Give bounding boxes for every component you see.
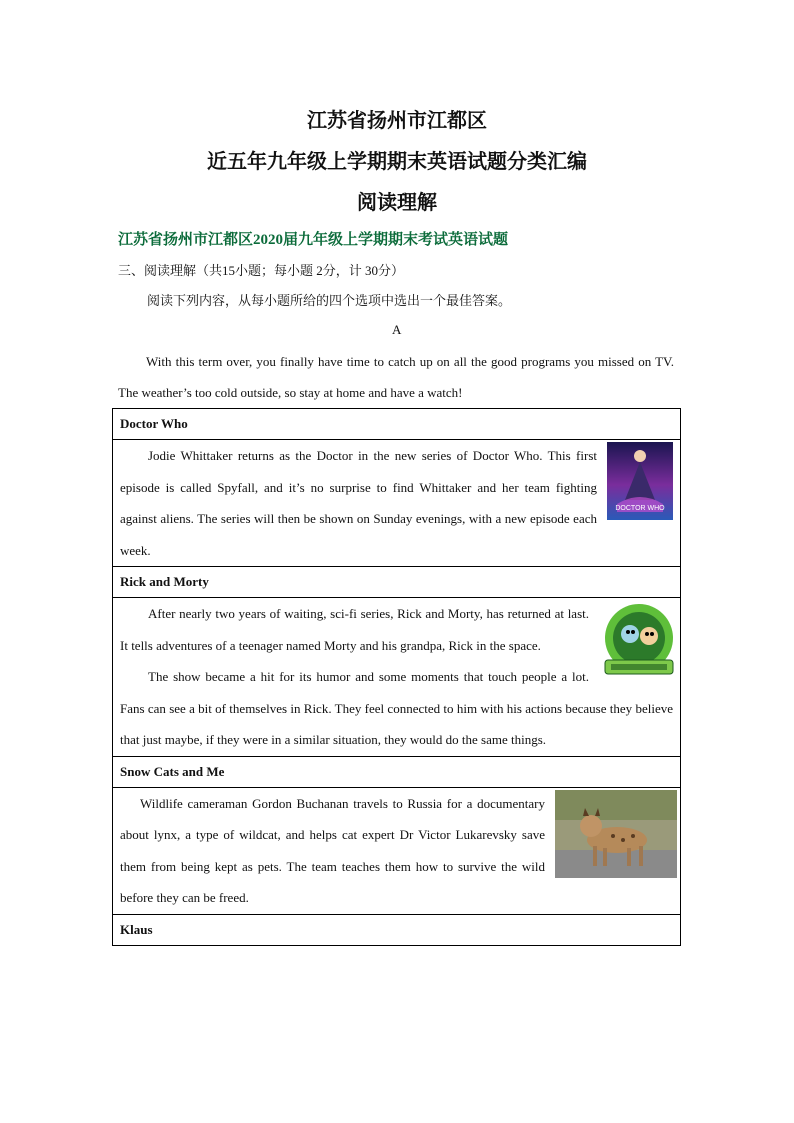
passage-label: A — [392, 322, 402, 337]
doc-title-line3: 阅读理解 — [357, 192, 437, 214]
doctor-who-logo-text: DOCTOR WHO — [615, 505, 665, 512]
doctor-who-paragraph: Jodie Whittaker returns as the Doctor in the new series of Doctor Who. This first episode is called Spyfall, and it’s no surprise to find Whittaker and her team fighting against aliens. The series will then be shown on Sunday evenings, with a new episode each week. — [120, 448, 597, 558]
show-title-rick-and-morty: Rick and Morty — [113, 567, 681, 598]
show-body-doctor-who — [113, 440, 681, 567]
exam-title: 江苏省扬州市江都区2020届九年级上学期期末考试英语试题 — [118, 232, 509, 248]
show-body-snow-cats — [113, 787, 681, 914]
tv-program-table — [112, 408, 681, 946]
lynx-photo-image — [555, 790, 677, 878]
show-title-doctor-who: Doctor Who — [113, 409, 681, 440]
rick-morty-paragraph-2: The show became a hit for its humor and some moments that touch people a lot. Fans can see a bit of themselves in Rick. They feel connected to him with his actions because they believe that just maybe, if they were in a similar situation, they would do the same things. — [120, 669, 673, 747]
doc-title-line2: 近五年九年级上学期期末英语试题分类汇编 — [207, 151, 587, 173]
intro-text: With this term over, you finally have time to catch up on all the good programs you missed on TV. The weather’s too cold outside, so stay at home and have a watch! — [118, 354, 674, 400]
show-body-rick-and-morty — [113, 598, 681, 757]
rick-morty-paragraph-1: After nearly two years of waiting, sci-fi series, Rick and Morty, has returned at last. It tells adventures of a teenager named Morty and his grandpa, Rick in the space. — [120, 606, 589, 653]
doctor-who-poster-image — [607, 442, 673, 520]
intro-paragraph — [118, 346, 674, 408]
show-title-klaus: Klaus — [113, 914, 681, 945]
rick-and-morty-image — [599, 600, 679, 682]
snow-cats-paragraph: Wildlife cameraman Gordon Buchanan travels to Russia for a documentary about lynx, a type of wildcat, and helps cat expert Dr Victor Lukarevsky save them from being kept as pets. The team teaches them how to survive the wild before they can be freed. — [120, 795, 545, 905]
instructions: 阅读下列内容，从每小题所给的四个选项中选出一个最佳答案。 — [147, 293, 512, 308]
doc-title-line1: 江苏省扬州市江都区 — [307, 110, 487, 132]
section-heading: 三、阅读理解（共15小题；每小题 2分，计 30分） — [118, 263, 405, 278]
show-title-snow-cats: Snow Cats and Me — [113, 756, 681, 787]
